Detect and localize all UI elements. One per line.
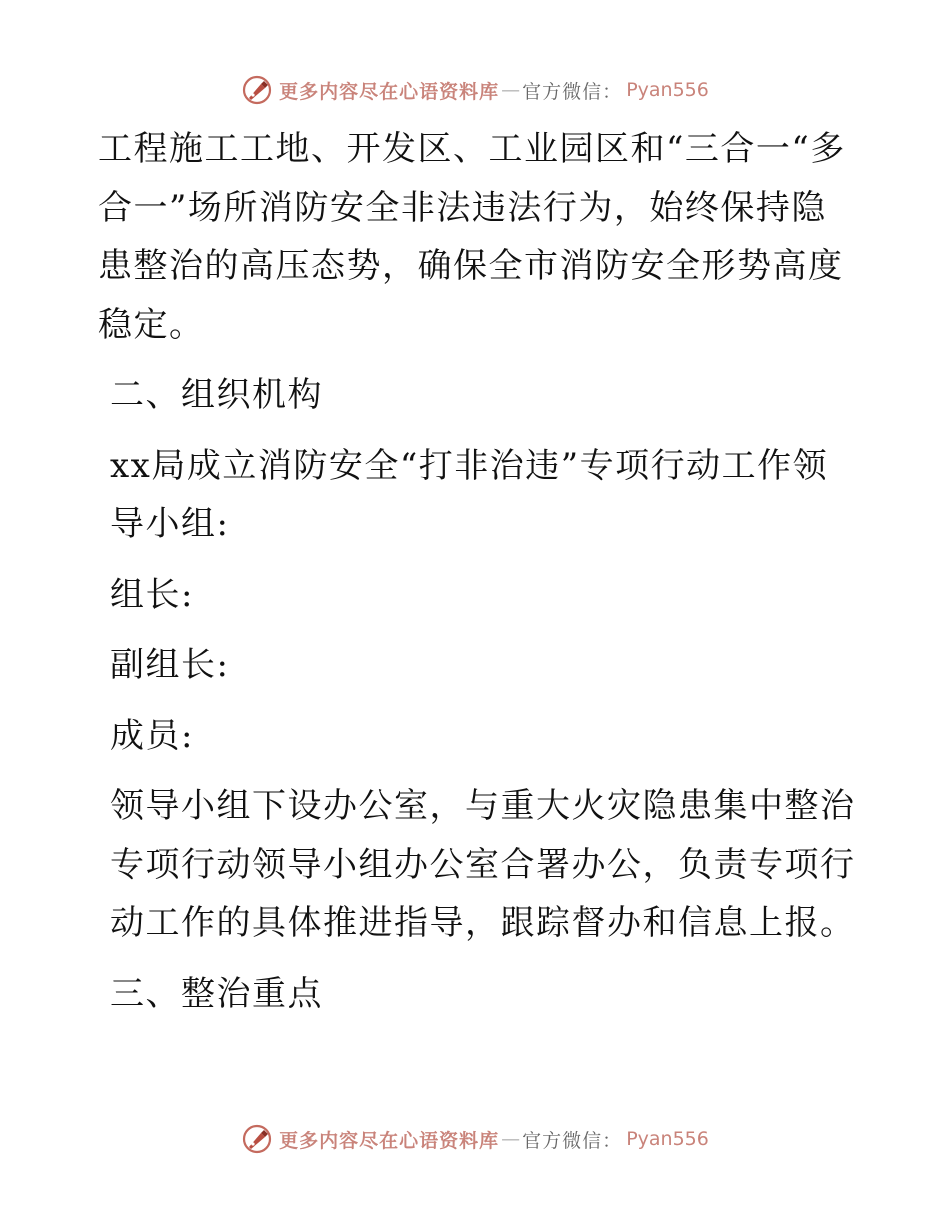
- watermark-main-text: 更多内容尽在心语资料库: [279, 1129, 500, 1152]
- footer-watermark: [0, 1119, 950, 1159]
- watermark-wechat-id: Pyan556: [626, 79, 709, 101]
- document-body: [98, 120, 858, 1023]
- watermark-wechat-label: 官方微信：: [522, 80, 623, 103]
- watermark-separator: —: [501, 1128, 521, 1150]
- section-heading-key-rectification: 三、整治重点: [110, 973, 323, 1014]
- deputy-leader-line: 副组长:: [110, 645, 230, 685]
- header-watermark: [0, 70, 950, 110]
- paragraph-leadership-group: xx局成立消防安全“打非治违”专项行动工作领导小组:: [110, 445, 829, 544]
- section-heading-organization: 二、组织机构: [110, 375, 323, 415]
- pen-nib-logo-icon: [241, 1123, 273, 1155]
- watermark-wechat-id: Pyan556: [626, 1128, 709, 1150]
- paragraph-office-duties: 领导小组下设办公室，与重大火灾隐患集中整治专项行动领导小组办公室合署办公，负责专项行动工作的具体推进指导，跟踪督办和信息上报。: [110, 786, 856, 943]
- paragraph-intro-continued: 工程施工工地、开发区、工业园区和“三合一“多合一”场所消防安全非法违法行为，始终保持隐患整治的高压态势，确保全市消防安全形势高度稳定。: [98, 129, 846, 345]
- watermark-main-text: 更多内容尽在心语资料库: [279, 80, 500, 103]
- group-leader-line: 组长:: [110, 574, 194, 615]
- pen-nib-logo-icon: [241, 74, 273, 106]
- members-line: 成员:: [110, 715, 194, 756]
- watermark-separator: —: [501, 79, 521, 101]
- watermark-wechat-label: 官方微信：: [522, 1129, 623, 1152]
